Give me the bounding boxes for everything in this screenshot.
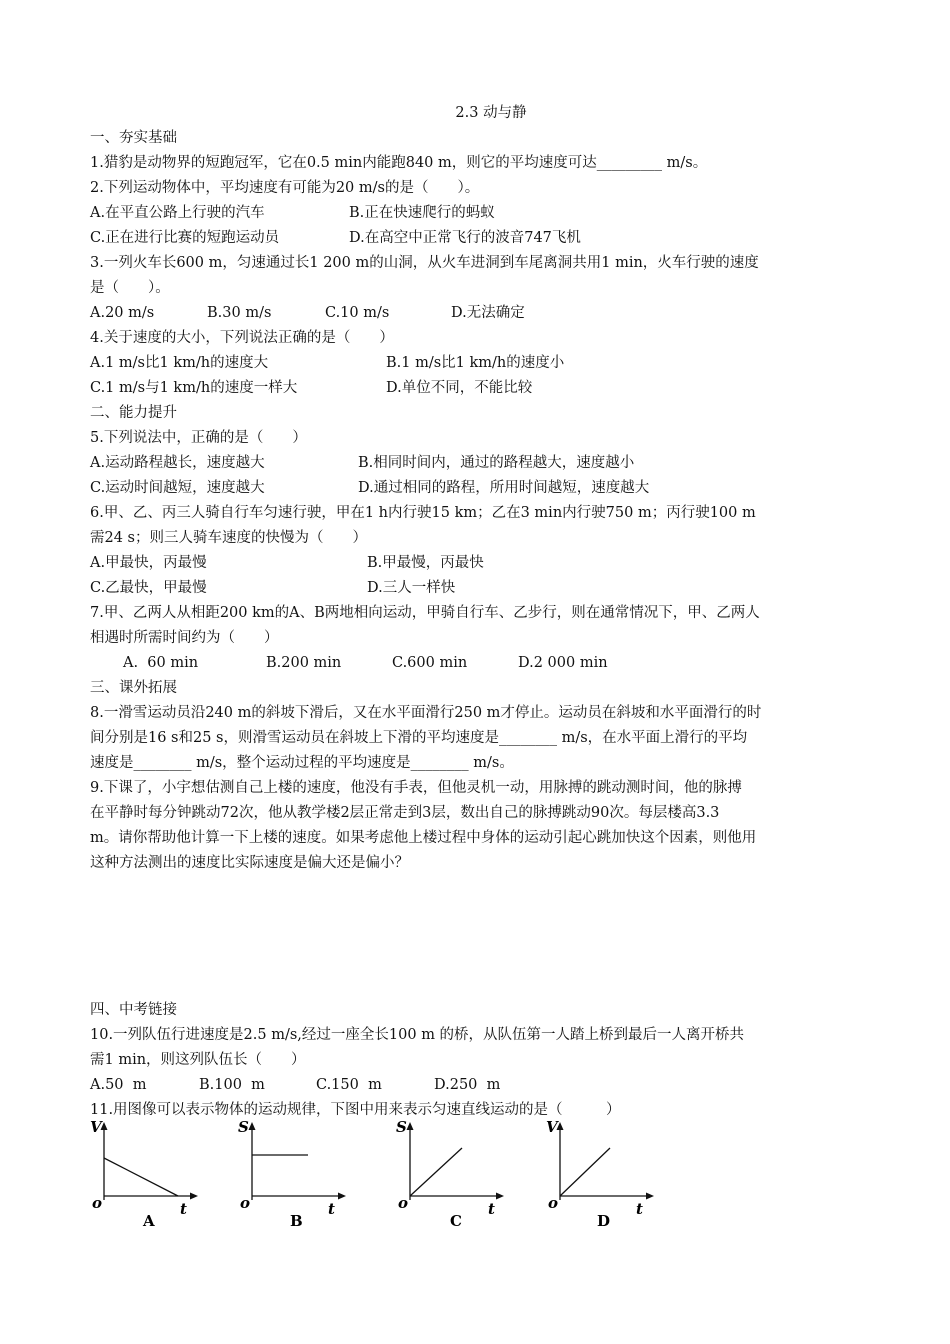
graph-b-origin-label: o [240, 1194, 251, 1212]
question-9-line-1: 9.下课了，小宇想估测自己上楼的速度，他没有手表，但他灵机一动，用脉搏的跳动测时间，他的脉搏 [90, 780, 742, 796]
graph-a-y-axis-label: V [90, 1118, 102, 1136]
question-10-option-c: C.150 m [316, 1077, 382, 1093]
section-heading-improve: 二、能力提升 [90, 405, 177, 421]
page-title: 2.3 动与静 [455, 105, 527, 121]
question-4-option-c: C.1 m/s与1 km/h的速度一样大 [90, 380, 298, 396]
question-6-line-2: 需24 s；则三人骑车速度的快慢为（ ） [90, 530, 367, 546]
question-10-option-b: B.100 m [199, 1077, 265, 1093]
question-8-line-1: 8.一滑雪运动员沿240 m的斜坡下滑后，又在水平面滑行250 m才停止。运动员在斜坡和水平面滑行的时 [90, 705, 762, 721]
question-9-line-2: 在平静时每分钟跳动72次，他从教学楼2层正常走到3层，数出自己的脉搏跳动90次。每层楼高3.3 [90, 805, 720, 821]
question-10-line-1: 10.一列队伍行进速度是2.5 m/s,经过一座全长100 m 的桥，从队伍第一人踏上桥到最后一人离开桥共 [90, 1027, 745, 1043]
question-3-option-c: C.10 m/s [325, 305, 390, 321]
question-6-option-a: A.甲最快，丙最慢 [90, 555, 207, 571]
question-5-option-b: B.相同时间内，通过的路程越大，速度越小 [358, 455, 635, 471]
question-8-line-3: 速度是________ m/s，整个运动过程的平均速度是________ m/s。 [90, 755, 514, 771]
question-3-line-1: 3.一列火车长600 m，匀速通过长1 200 m的山洞，从火车进洞到车尾离洞共用1 min，火车行驶的速度 [90, 255, 759, 271]
question-5-option-a: A.运动路程越长，速度越大 [90, 455, 265, 471]
question-3-option-d: D.无法确定 [451, 305, 525, 321]
question-7-option-d: D.2 000 min [518, 655, 608, 671]
question-4-option-b: B.1 m/s比1 km/h的速度小 [386, 355, 565, 371]
question-4-option-a: A.1 m/s比1 km/h的速度大 [90, 355, 269, 371]
question-10-line-2: 需1 min，则这列队伍长（ ） [90, 1052, 306, 1068]
graph-c-label: C [450, 1212, 462, 1230]
graph-b-label: B [290, 1212, 303, 1230]
question-1: 1.猎豹是动物界的短跑冠军，它在0.5 min内能跑840 m，则它的平均速度可达_________ m/s。 [90, 155, 708, 171]
graph-b-x-axis-label: t [328, 1200, 335, 1218]
question-3-option-b: B.30 m/s [207, 305, 272, 321]
question-2-stem: 2.下列运动物体中，平均速度有可能为20 m/s的是（ ）。 [90, 180, 480, 196]
question-8-line-2: 间分别是16 s和25 s，则滑雪运动员在斜坡上下滑的平均速度是________ m/s，在水平面上滑行的平均 [90, 730, 748, 746]
graph-a [88, 1118, 218, 1233]
question-7-line-1: 7.甲、乙两人从相距200 km的A、B两地相向运动，甲骑自行车、乙步行，则在通常情况下，甲、乙两人 [90, 605, 760, 621]
graph-d-label: D [597, 1212, 611, 1230]
graph-d [544, 1118, 674, 1233]
graph-d-x-axis-label: t [636, 1200, 643, 1218]
question-5-option-d: D.通过相同的路程，所用时间越短，速度越大 [358, 480, 650, 496]
question-10-option-a: A.50 m [90, 1077, 147, 1093]
graph-a-label: A [143, 1212, 155, 1230]
section-heading-extension: 三、课外拓展 [90, 680, 177, 696]
section-heading-exam-link: 四、中考链接 [90, 1002, 177, 1018]
question-5-stem: 5.下列说法中，正确的是（ ） [90, 430, 307, 446]
section-heading-basics: 一、夯实基础 [90, 130, 177, 146]
question-4-stem: 4.关于速度的大小，下列说法正确的是（ ） [90, 330, 394, 346]
question-7-option-a: A. 60 min [123, 655, 199, 671]
question-7-line-2: 相遇时所需时间约为（ ） [90, 630, 279, 646]
question-6-option-b: B.甲最慢，丙最快 [367, 555, 484, 571]
question-2-option-c: C.正在进行比赛的短跑运动员 [90, 230, 280, 246]
graph-c [394, 1118, 524, 1233]
question-6-option-d: D.三人一样快 [367, 580, 456, 596]
question-6-option-c: C.乙最快，甲最慢 [90, 580, 207, 596]
question-3-line-2: 是（ ）。 [90, 280, 170, 296]
graph-a-origin-label: o [92, 1194, 103, 1212]
graph-b-y-axis-label: S [238, 1118, 249, 1136]
question-10-option-d: D.250 m [434, 1077, 501, 1093]
question-3-option-a: A.20 m/s [90, 305, 155, 321]
graph-c-x-axis-label: t [488, 1200, 495, 1218]
question-2-option-b: B.正在快速爬行的蚂蚁 [349, 205, 495, 221]
question-6-line-1: 6.甲、乙、丙三人骑自行车匀速行驶，甲在1 h内行驶15 km；乙在3 min内行驶750 m；丙行驶100 m [90, 505, 756, 521]
graph-d-origin-label: o [548, 1194, 559, 1212]
graph-c-origin-label: o [398, 1194, 409, 1212]
graph-a-x-axis-label: t [180, 1200, 187, 1218]
question-4-option-d: D.单位不同，不能比较 [386, 380, 533, 396]
question-7-option-b: B.200 min [266, 655, 342, 671]
question-9-line-4: 这种方法测出的速度比实际速度是偏大还是偏小？ [90, 855, 409, 871]
question-7-option-c: C.600 min [392, 655, 468, 671]
graph-b [236, 1118, 366, 1233]
question-2-option-a: A.在平直公路上行驶的汽车 [90, 205, 265, 221]
question-2-option-d: D.在高空中正常飞行的波音747飞机 [349, 230, 581, 246]
question-9-line-3: m。请你帮助他计算一下上楼的速度。如果考虑他上楼过程中身体的运动引起心跳加快这个因素，则他用 [90, 830, 757, 846]
graph-d-y-axis-label: V [546, 1118, 558, 1136]
question-5-option-c: C.运动时间越短，速度越大 [90, 480, 265, 496]
question-11-stem: 11.用图像可以表示物体的运动规律，下图中用来表示匀速直线运动的是（ ） [90, 1102, 621, 1118]
graph-c-y-axis-label: S [396, 1118, 407, 1136]
